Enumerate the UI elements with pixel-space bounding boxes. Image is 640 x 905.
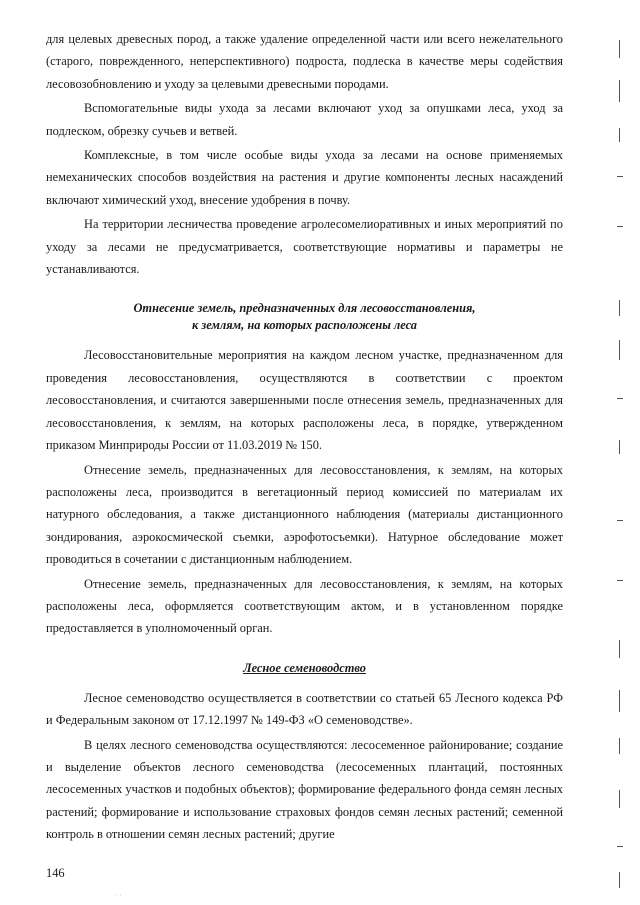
- paragraph-reforestation-measures: Лесовосстановительные мероприятия на каждом лесном участке, предназначенном для проведения лесовосстановления, осуществляются в соответствии с проектом лесовосстановления, и считаются завершенными после отнесения земель, предназначенных для лесовосстановления, к землям, на которых расположены леса, в порядке, утвержденном приказом Минприроды России от 11.03.2019 № 150.: [46, 348, 563, 453]
- scan-edge-mark: [617, 580, 623, 581]
- scan-speck: · ·: [116, 893, 122, 899]
- document-page: [46, 28, 563, 846]
- scan-edge-mark: [619, 440, 620, 454]
- scan-edge-mark: [619, 790, 620, 808]
- scan-edge-mark: [619, 80, 620, 102]
- page-number: 146: [46, 866, 65, 880]
- paragraph-auxiliary-care: Вспомогательные виды ухода за лесами включают уход за опушками леса, уход за подлеском, обрезку сучьев и ветвей.: [46, 101, 563, 138]
- paragraph-continuation: для целевых древесных пород, а также удаление определенной части или всего нежелательного (старого, поврежденного, неперспективного) подроста, подлеска в качестве меры содействия лесовозобновлению и уходу за целевыми древесными породами.: [46, 32, 563, 91]
- scan-edge-mark: [619, 640, 620, 658]
- scan-edge-mark: [617, 398, 623, 399]
- paragraph-seed-goals: В целях лесного семеноводства осуществляются: лесосеменное районирование; создание и выделение объектов лесного семеноводства (лесосеменных плантаций, постоянных лесосеменных участков и подобных объектов); формирование федерального фонда семян лесных растений; формирование и использование страховых фондов семян лесных растений; семенной контроль в отношении семян лесных растений; другие: [46, 737, 563, 842]
- heading-line-2: к землям, на которых расположены леса: [192, 318, 417, 333]
- paragraph-complex-care: Комплексные, в том числе особые виды ухода за лесами на основе применяемых немеханических способов воздействия на растения и другие компоненты лесных насаждений включают химический уход, внесение удобрения в почву.: [46, 148, 563, 207]
- scan-edge-mark: [617, 520, 623, 521]
- paragraph-agroforestry: На территории лесничества проведение агролесомелиоративных и иных мероприятий по уходу за лесами не предусматривается, соответствующие нормативы и параметры не устанавливаются.: [46, 217, 563, 277]
- scan-edge-mark: [619, 300, 620, 316]
- scan-edge-mark: [617, 846, 623, 847]
- scan-edge-mark: [619, 340, 620, 360]
- paragraph-seed-law: Лесное семеноводство осуществляется в соответствии со статьей 65 Лесного кодекса РФ и Федеральным законом от 17.12.1997 № 149-ФЗ «О семеноводстве».: [46, 690, 563, 728]
- scan-edge-mark: [617, 226, 623, 227]
- section-heading-land-classification: [46, 300, 563, 334]
- heading-line-1: Отнесение земель, предназначенных для лесовосстановления,: [133, 301, 476, 316]
- paragraph-land-assignment: Отнесение земель, предназначенных для лесовосстановления, к землям, на которых расположены леса, производится в вегетационный период комиссией по материалам их натурного обследования, а также дистанционного наблюдения (материалы дистанционного зондирования, аэрокосмической съемки, аэрофотосъемки). Натурное обследование может проводиться в сочетании с дистанционным наблюдением.: [46, 462, 563, 567]
- scan-edge-mark: [617, 176, 623, 177]
- section-heading-seed-production: Лесное семеноводство: [243, 660, 366, 675]
- scan-edge-mark: [619, 872, 620, 888]
- paragraph-act: Отнесение земель, предназначенных для лесовосстановления, к землям, на которых расположены леса, оформляется соответствующим актом, и в установленном порядке предоставляется в уполномоченный орган.: [46, 576, 563, 636]
- scan-edge-mark: [619, 128, 620, 142]
- scan-edge-mark: [619, 690, 620, 712]
- scan-edge-mark: [619, 40, 620, 58]
- scan-edge-mark: [619, 738, 620, 754]
